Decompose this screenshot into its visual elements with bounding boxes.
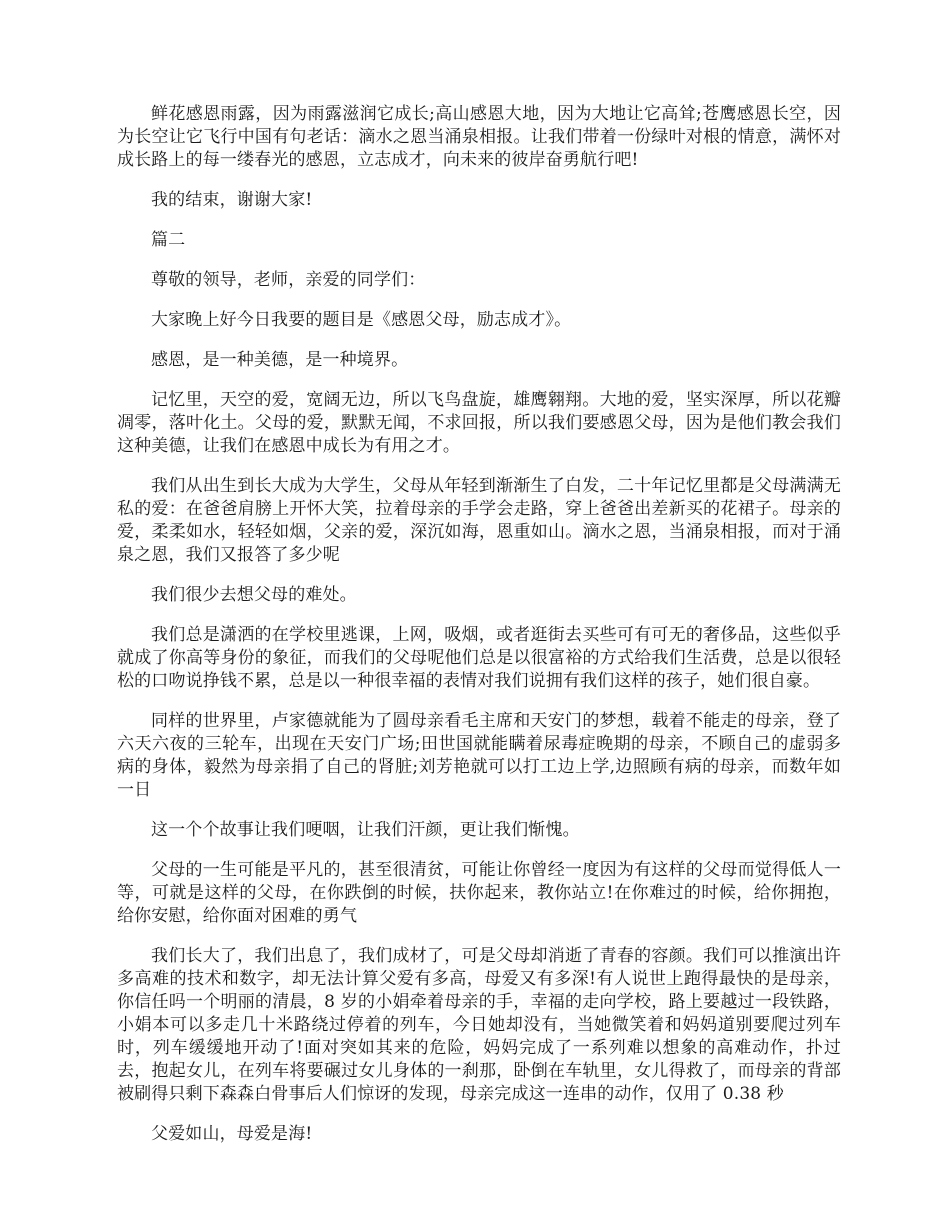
paragraph: 大家晚上好今日我要的题目是《感恩父母，励志成才》。 <box>151 310 572 330</box>
paragraph: 这一个个故事让我们哽咽，让我们汗颜，更让我们惭愧。 <box>151 820 580 840</box>
section-heading: 篇二 <box>151 230 186 250</box>
paragraph: 我们长大了，我们出息了，我们成材了，可是父母却消逝了青春的容颜。我们可以推演出许多高难的技术和数字，却无法计算父爱有多高，母爱又有多深!有人说世上跑得最快的是母亲，你信任吗一个明丽的清晨，8 岁的小娟牵着母亲的手，幸福的走向学校，路上要越过一段铁路，小娟本可以多走几十米路绕过停着的列车，今日她却没有，当她微笑着和妈妈道别要爬过列车时，列车缓缓地开动了!面对突如其来的危险，妈妈完成了一系列难以想象的高难动作，扑过去，抱起女儿，在列车将要碾过女儿身体的一刹那，卧倒在车轨里，女儿得救了，而母亲的背部被刷得只剩下森森白骨事后人们惊讶的发现，母亲完成这一连串的动作，仅用了 0.38 秒 <box>117 946 841 1104</box>
paragraph: 记忆里，天空的爱，宽阔无边，所以飞鸟盘旋，雄鹰翱翔。大地的爱，坚实深厚，所以花瓣凋零，落叶化土。父母的爱，默默无闻，不求回报，所以我们要感恩父母，因为是他们教会我们这种美德，让我们在感恩中成长为有用之才。 <box>117 390 841 456</box>
paragraph: 鲜花感恩雨露，因为雨露滋润它成长;高山感恩大地，因为大地让它高耸;苍鹰感恩长空，因为长空让它飞行中国有句老话：滴水之恩当涌泉相报。让我们带着一份绿叶对根的情意，满怀对成长路上的每一缕春光的感恩，立志成才，向未来的彼岸奋勇航行吧! <box>117 104 841 170</box>
paragraph: 同样的世界里，卢家德就能为了圆母亲看毛主席和天安门的梦想，载着不能走的母亲，登了六天六夜的三轮车，出现在天安门广场;田世国就能瞒着尿毒症晚期的母亲，不顾自己的虚弱多病的身体，毅然为母亲捐了自己的肾脏;刘芳艳就可以打工边上学,边照顾有病的母亲，而数年如一日 <box>117 711 841 800</box>
document-body <box>117 103 841 1163</box>
paragraph: 父爱如山，母爱是海! <box>151 1124 313 1144</box>
paragraph: 我的结束，谢谢大家! <box>151 190 313 210</box>
paragraph: 我们从出生到长大成为大学生，父母从年轻到渐渐生了白发，二十年记忆里都是父母满满无私的爱：在爸爸肩膀上开怀大笑，拉着母亲的手学会走路，穿上爸爸出差新买的花裙子。母亲的爱，柔柔如水，轻轻如烟，父亲的爱，深沉如海，恩重如山。滴水之恩，当涌泉相报，而对于涌泉之恩，我们又报答了多少呢 <box>117 476 841 565</box>
paragraph: 父母的一生可能是平凡的，甚至很清贫，可能让你曾经一度因为有这样的父母而觉得低人一等，可就是这样的父母，在你跌倒的时候，扶你起来，教你站立!在你难过的时候，给你拥抱，给你安慰，给你面对困难的勇气 <box>117 860 841 926</box>
paragraph: 感恩，是一种美德，是一种境界。 <box>151 350 409 370</box>
paragraph: 我们很少去想父母的难处。 <box>151 585 357 605</box>
salutation: 尊敬的领导，老师，亲爱的同学们： <box>151 270 426 290</box>
paragraph: 我们总是潇洒的在学校里逃课，上网，吸烟，或者逛街去买些可有可无的奢侈品，这些似乎就成了你高等身份的象征，而我们的父母呢他们总是以很富裕的方式给我们生活费，总是以很轻松的口吻说挣钱不累，总是以一种很幸福的表情对我们说拥有我们这样的孩子，她们很自豪。 <box>117 625 841 691</box>
